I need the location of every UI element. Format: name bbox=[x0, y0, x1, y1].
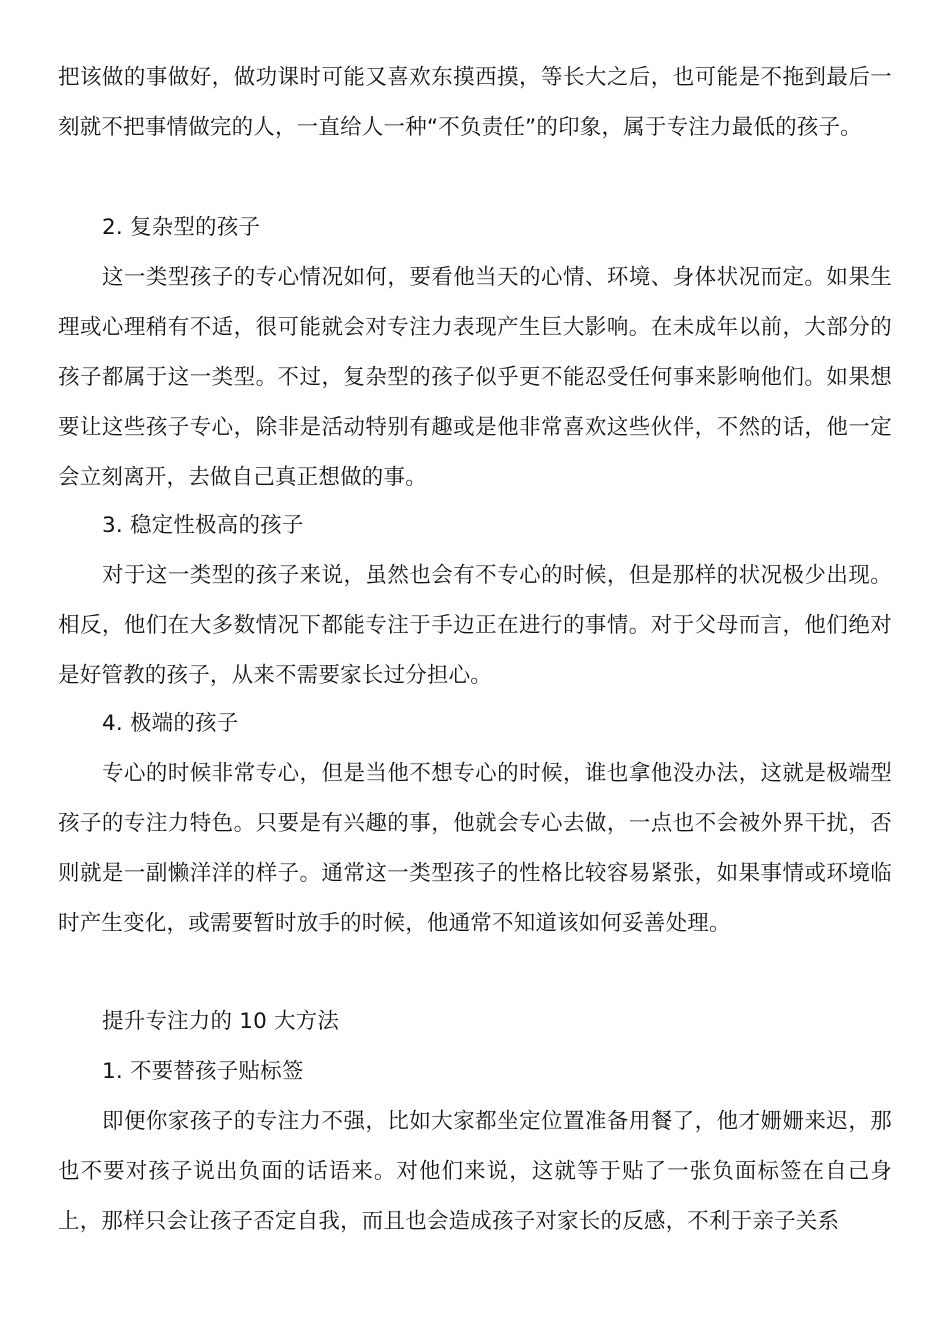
paragraph-complex-type: 这一类型孩子的专心情况如何，要看他当天的心情、环境、身体状况而定。如果生理或心理稍有不适，很可能就会对专注力表现产生巨大影响。在未成年以前，大部分的孩子都属于这一类型。不过，复杂型的孩子似乎更不能忍受任何事来影响他们。如果想要让这些孩子专心，除非是活动特别有趣或是他非常喜欢这些伙伴，不然的话，他一定会立刻离开，去做自己真正想做的事。 bbox=[58, 265, 892, 490]
paragraph-continued: 把该做的事做好，做功课时可能又喜欢东摸西摸，等长大之后，也可能是不拖到最后一刻就不把事情做完的人，一直给人一种“不负责任”的印象，属于专注力最低的孩子。 bbox=[58, 65, 892, 140]
paragraph-stable-type: 对于这一类型的孩子来说，虽然也会有不专心的时候，但是那样的状况极少出现。相反，他们在大多数情况下都能专注于手边正在进行的事情。对于父母而言，他们绝对是好管教的孩子，从来不需要家长过分担心。 bbox=[58, 563, 892, 688]
section-heading-no-labels: 1. 不要替孩子贴标签 bbox=[102, 1059, 304, 1084]
section-title-ten-methods: 提升专注力的 10 大方法 bbox=[102, 1009, 340, 1034]
section-heading-complex-type: 2. 复杂型的孩子 bbox=[102, 215, 261, 240]
section-heading-extreme-type: 4. 极端的孩子 bbox=[102, 711, 239, 736]
paragraph-extreme-type: 专心的时候非常专心，但是当他不想专心的时候，谁也拿他没办法，这就是极端型孩子的专注力特色。只要是有兴趣的事，他就会专心去做，一点也不会被外界干扰，否则就是一副懒洋洋的样子。通常这一类型孩子的性格比较容易紧张，如果事情或环境临时产生变化，或需要暂时放手的时候，他通常不知道该如何妥善处理。 bbox=[58, 761, 892, 936]
section-heading-stable-type: 3. 稳定性极高的孩子 bbox=[102, 513, 304, 538]
paragraph-no-labels: 即便你家孩子的专注力不强，比如大家都坐定位置准备用餐了，他才姗姗来迟，那也不要对孩子说出负面的话语来。对他们来说，这就等于贴了一张负面标签在自己身上，那样只会让孩子否定自我，而且也会造成孩子对家长的反感，不利于亲子关系 bbox=[58, 1109, 892, 1234]
